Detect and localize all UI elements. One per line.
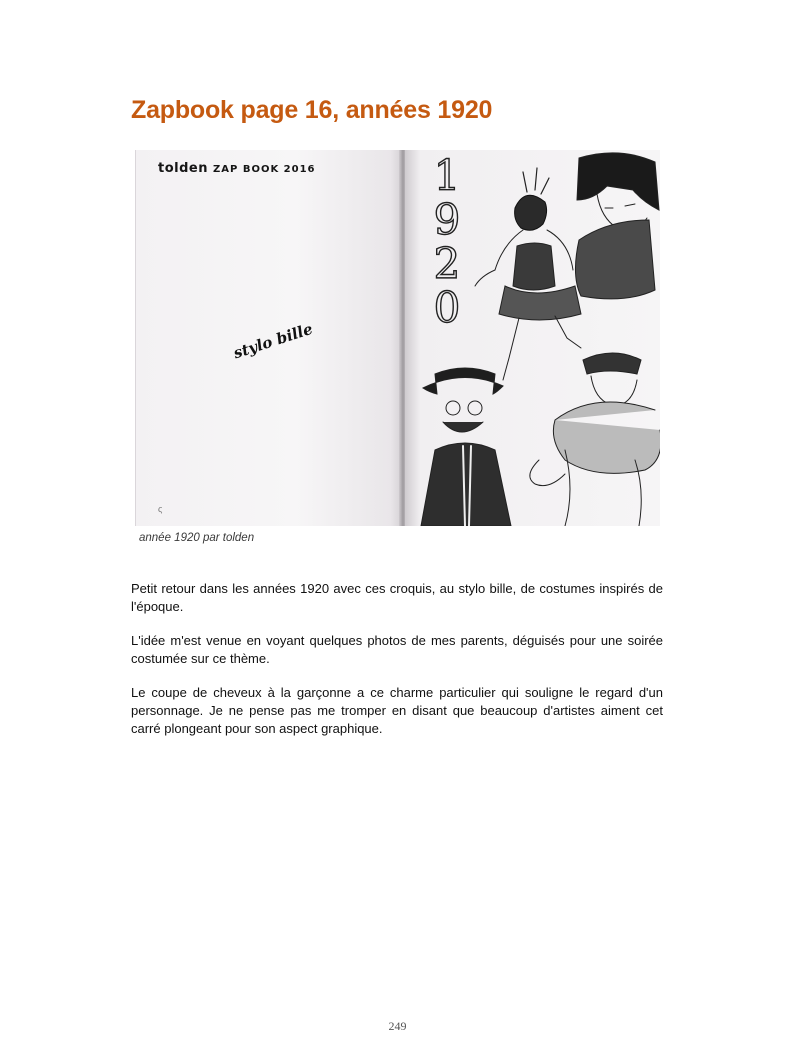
year-digit: 0 [433, 283, 461, 332]
paragraph: Petit retour dans les années 1920 avec ces croquis, au stylo bille, de costumes inspirés de l'époque. [131, 581, 663, 614]
brand-name: tolden [158, 161, 208, 176]
page-title: Zapbook page 16, années 1920 [131, 96, 493, 124]
handwritten-label: stylo bille [231, 319, 315, 363]
woman-feather-boa-sketch [530, 353, 660, 526]
brand-subtitle: ZAP BOOK 2016 [213, 164, 316, 175]
bob-haircut-portrait-sketch [575, 153, 659, 299]
figure-caption: année 1920 par tolden [139, 532, 255, 544]
paragraph: Le coupe de cheveux à la garçonne a ce charme particulier qui souligne le regard d'un personnage. Je ne pense pas me tromper en disant que beaucoup d'artistes aiment cet carré plongeant pour son aspect graphique. [131, 685, 663, 736]
year-digit: 9 [433, 195, 461, 244]
year-digit: 2 [433, 239, 461, 288]
sketchbook-photo [135, 150, 660, 526]
ink-sketches [135, 150, 660, 526]
article-body [131, 580, 663, 754]
corner-mark: ς [158, 504, 163, 514]
man-with-hat-sketch [421, 368, 511, 526]
page-number: 249 [388, 1019, 407, 1033]
year-digit: 1 [433, 151, 461, 200]
paragraph: L'idée m'est venue en voyant quelques photos de mes parents, déguisés pour une soirée costumée sur ce thème. [131, 633, 663, 666]
